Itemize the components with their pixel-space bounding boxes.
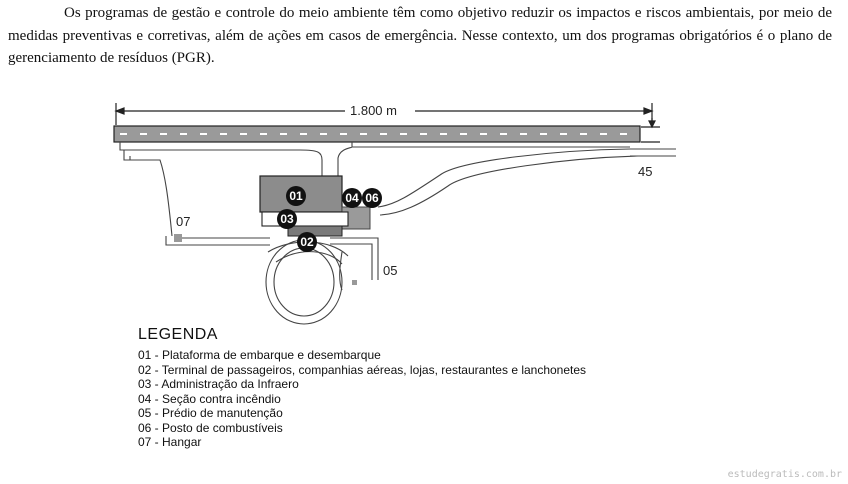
legend-item: 05 - Prédio de manutenção (138, 406, 283, 420)
maintenance-label: 05 (383, 263, 398, 278)
hangar-marker (174, 234, 182, 242)
svg-text:02: 02 (300, 235, 314, 249)
question-paragraph: Os programas de gestão e controle do meio ambiente têm como objetivo reduzir os impactos e riscos ambientais, por meio de medidas preventivas e corretivas, além de ações em casos de emergência. Nesse contexto, um dos programas obrigatórios é o plano de gerenciamento de resíduos (PGR). (8, 5, 832, 66)
access-road (378, 149, 676, 215)
legend-item: 03 - Administração da Infraero (138, 377, 299, 391)
badge-01 (286, 186, 306, 206)
legend-title: LEGENDA (138, 326, 218, 343)
svg-text:04: 04 (345, 191, 359, 205)
runway (114, 126, 640, 142)
badge-04 (342, 188, 362, 208)
legend-item: 04 - Seção contra incêndio (138, 391, 281, 406)
legend-item: 06 - Posto de combustíveis (138, 420, 283, 435)
badge-06 (362, 188, 382, 208)
runway-length-label: 1.800 m (350, 103, 397, 118)
watermark: estudegratis.com.br (727, 469, 842, 480)
legend-list (138, 348, 586, 450)
hangar-road (166, 236, 378, 280)
administration-building (262, 212, 348, 226)
legend-item: 07 - Hangar (138, 435, 202, 449)
badge-03 (277, 209, 297, 229)
legend-item: 01 - Plataforma de embarque e desembarque (138, 348, 381, 362)
hangar-label: 07 (176, 214, 191, 229)
badge-02 (297, 232, 317, 252)
legend-item: 02 - Terminal de passageiros, companhias aéreas, lojas, restaurantes e lanchonetes (138, 362, 587, 377)
loop-roads (266, 240, 348, 324)
svg-text:03: 03 (280, 212, 294, 226)
maintenance-marker (352, 280, 357, 285)
svg-text:01: 01 (289, 189, 303, 203)
svg-text:06: 06 (365, 191, 379, 205)
side-dimension-label: 45 (638, 164, 653, 179)
legend (138, 326, 586, 450)
passenger-terminal (288, 226, 342, 236)
